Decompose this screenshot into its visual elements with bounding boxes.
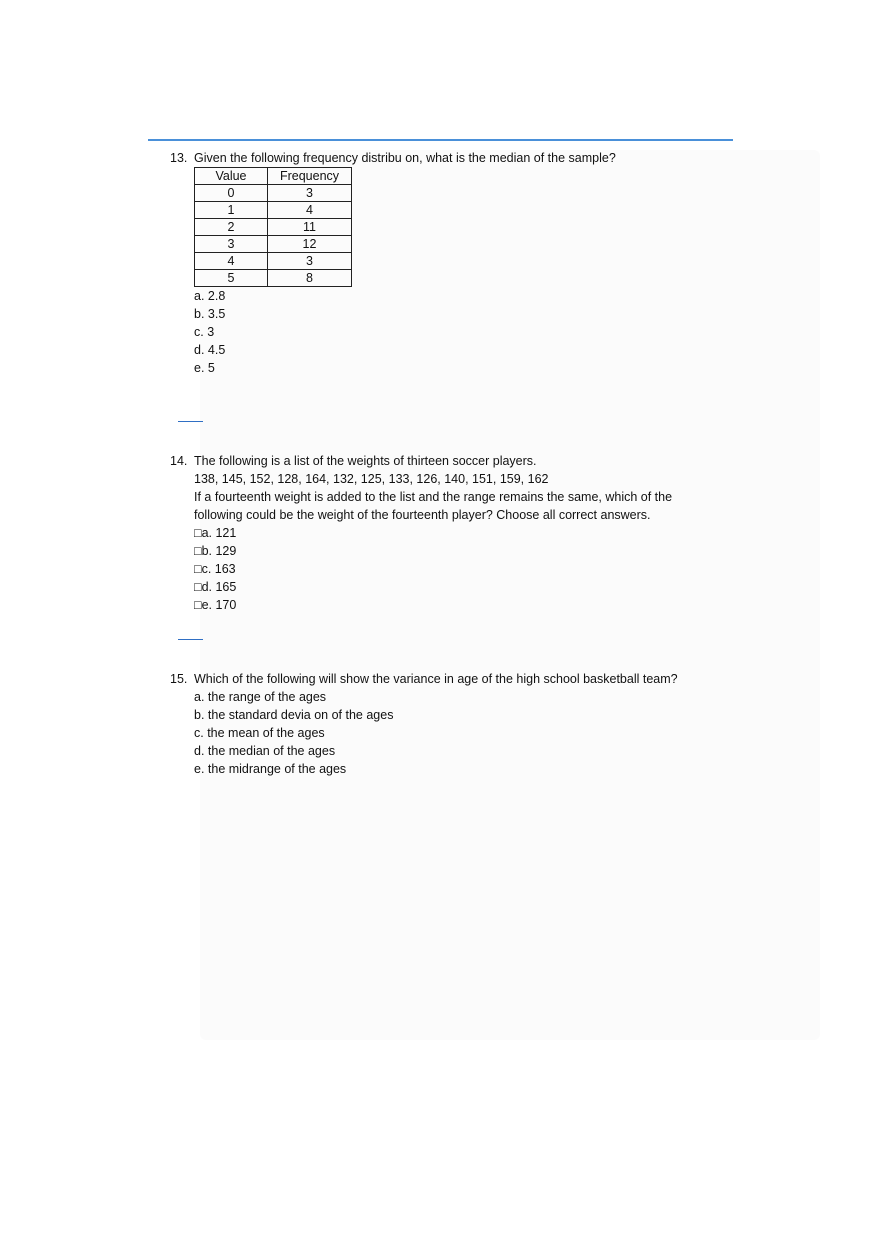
table-cell-value: 2 xyxy=(195,219,268,236)
checkbox-icon[interactable]: □ xyxy=(194,580,202,594)
option-d: d. the median of the ages xyxy=(194,744,336,758)
checkbox-option-b[interactable] xyxy=(170,542,770,560)
checkbox-option-label: d. 165 xyxy=(201,580,237,594)
question-14-prompt-line-2: following could be the weight of the fourteenth player? Choose all correct answers. xyxy=(194,508,651,522)
question-14-text: The following is a list of the weights of thirteen soccer players. xyxy=(194,454,537,468)
option-d: d. 4.5 xyxy=(194,343,226,357)
checkbox-option-label: b. 129 xyxy=(201,544,237,558)
header-rule xyxy=(148,139,733,141)
answer-line xyxy=(178,639,203,640)
table-header-row xyxy=(195,168,352,185)
table-row xyxy=(195,253,352,270)
question-15-stem xyxy=(170,670,770,688)
frequency-table xyxy=(194,167,352,287)
table-row xyxy=(195,185,352,202)
question-13-stem xyxy=(170,149,770,167)
table-row xyxy=(195,236,352,253)
question-14-prompt-line-1: If a fourteenth weight is added to the list and the range remains the same, which of the xyxy=(194,490,673,504)
checkbox-icon[interactable]: □ xyxy=(194,544,202,558)
question-14-stem xyxy=(170,452,770,470)
checkbox-option-label: e. 170 xyxy=(201,598,237,612)
option-e: e. 5 xyxy=(194,361,215,375)
option-c: c. the mean of the ages xyxy=(194,726,325,740)
table-cell-frequency: 3 xyxy=(268,253,352,270)
table-row xyxy=(195,270,352,287)
question-15-text: Which of the following will show the variance in age of the high school basketball team? xyxy=(194,672,678,686)
checkbox-option-a[interactable] xyxy=(170,524,770,542)
table-cell-value: 1 xyxy=(195,202,268,219)
question-13 xyxy=(170,149,770,377)
weights-list: 138, 145, 152, 128, 164, 132, 125, 133, 126, 140, 151, 159, 162 xyxy=(194,472,549,486)
option-a: a. 2.8 xyxy=(194,289,226,303)
table-header-value: Value xyxy=(195,168,268,185)
table-cell-frequency: 4 xyxy=(268,202,352,219)
table-cell-frequency: 3 xyxy=(268,185,352,202)
option-b: b. 3.5 xyxy=(194,307,226,321)
option-b: b. the standard devia on of the ages xyxy=(194,708,394,722)
question-15 xyxy=(170,670,770,778)
checkbox-icon[interactable]: □ xyxy=(194,526,202,540)
table-cell-value: 3 xyxy=(195,236,268,253)
checkbox-icon[interactable]: □ xyxy=(194,598,202,612)
option-c: c. 3 xyxy=(194,325,215,339)
question-13-text: Given the following frequency distribu on, what is the median of the sample? xyxy=(194,151,616,165)
checkbox-option-label: a. 121 xyxy=(201,526,237,540)
question-14 xyxy=(170,452,770,614)
checkbox-option-label: c. 163 xyxy=(201,562,236,576)
answer-line xyxy=(178,421,203,422)
table-header-frequency: Frequency xyxy=(268,168,352,185)
checkbox-option-d[interactable] xyxy=(170,578,770,596)
table-cell-frequency: 12 xyxy=(268,236,352,253)
option-a: a. the range of the ages xyxy=(194,690,327,704)
question-15-number: 15. xyxy=(170,672,188,686)
table-cell-frequency: 8 xyxy=(268,270,352,287)
table-cell-value: 4 xyxy=(195,253,268,270)
checkbox-icon[interactable]: □ xyxy=(194,562,202,576)
table-cell-frequency: 11 xyxy=(268,219,352,236)
question-14-number: 14. xyxy=(170,454,188,468)
option-e: e. the midrange of the ages xyxy=(194,762,347,776)
table-cell-value: 0 xyxy=(195,185,268,202)
table-row xyxy=(195,219,352,236)
table-row xyxy=(195,202,352,219)
table-cell-value: 5 xyxy=(195,270,268,287)
checkbox-option-c[interactable] xyxy=(170,560,770,578)
question-13-number: 13. xyxy=(170,151,188,165)
checkbox-option-e[interactable] xyxy=(170,596,770,614)
